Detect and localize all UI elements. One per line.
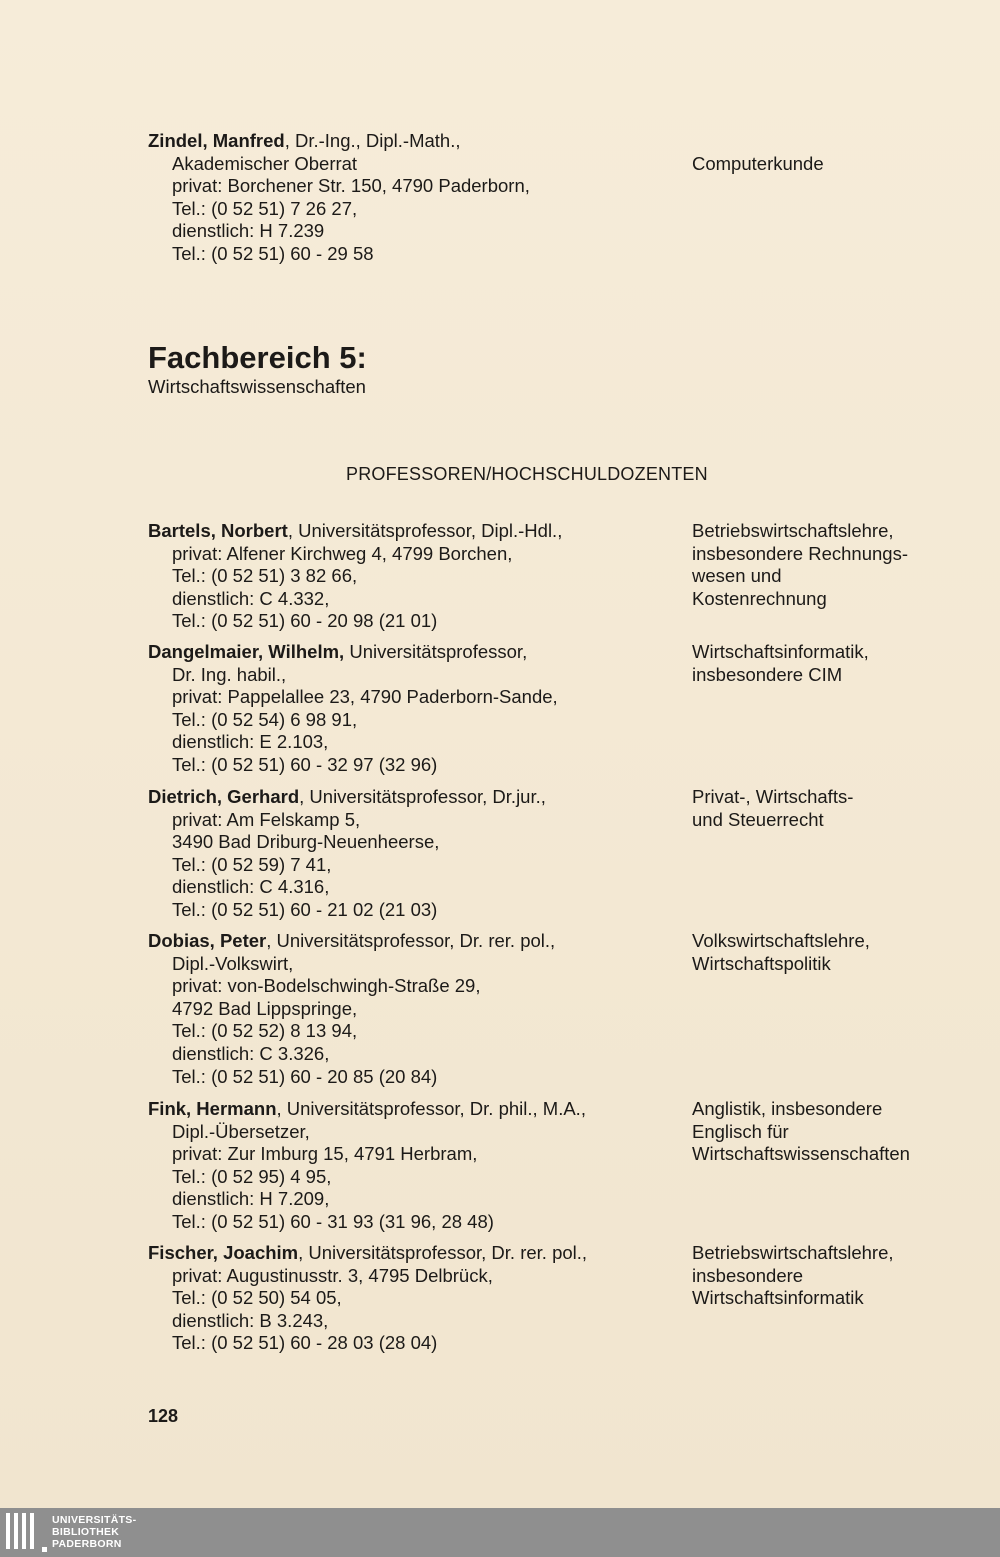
person-title: , Universitätsprofessor, Dr.jur., xyxy=(299,786,546,807)
entry-line: 4792 Bad Lippspringe, xyxy=(172,997,358,1019)
entry-line: privat: Alfener Kirchweg 4, 4799 Borchen, xyxy=(172,542,513,564)
person-title: , Universitätsprofessor, Dr. phil., M.A., xyxy=(276,1098,586,1119)
library-logo-icon xyxy=(6,1513,42,1552)
subject-line: und Steuerrecht xyxy=(692,808,824,830)
subject-line: insbesondere xyxy=(692,1264,804,1286)
entry-line: Tel.: (0 52 51) 60 - 20 98 (21 01) xyxy=(172,610,438,632)
person-title: , Universitätsprofessor, Dr. rer. pol., xyxy=(266,930,556,951)
subject-area xyxy=(692,153,992,176)
entry-details xyxy=(148,930,668,1088)
entry-details xyxy=(148,786,668,922)
entry-line: dienstlich: H 7.209, xyxy=(172,1188,330,1210)
person-title: , Universitätsprofessor, Dipl.-Hdl., xyxy=(287,520,563,541)
entry-details xyxy=(148,1098,668,1234)
entry-line: Tel.: (0 52 51) 7 26 27, xyxy=(172,197,358,219)
entry-line: Tel.: (0 52 51) 60 - 20 85 (20 84) xyxy=(172,1065,438,1087)
subject-area xyxy=(692,786,992,831)
entry-line: Tel.: (0 52 51) 3 82 66, xyxy=(172,565,358,587)
entry-header-line xyxy=(148,641,668,664)
entry-line: Dipl.-Volkswirt, xyxy=(172,952,294,974)
subject-line: Volkswirtschaftslehre, xyxy=(692,930,870,951)
subject-line: Wirtschaftswissenschaften xyxy=(692,1143,910,1165)
person-name: Fink, Hermann xyxy=(148,1098,277,1119)
department-title: Fachbereich 5: xyxy=(148,340,367,375)
subject-line: Kostenrechnung xyxy=(692,587,827,609)
entry-line: dienstlich: C 4.316, xyxy=(172,876,330,898)
library-logo-text xyxy=(52,1514,136,1550)
entry-line: dienstlich: C 3.326, xyxy=(172,1042,330,1064)
entry-details xyxy=(148,520,668,633)
entry-line: Tel.: (0 52 52) 8 13 94, xyxy=(172,1020,358,1042)
entry-line: privat: Pappelallee 23, 4790 Paderborn-Sande, xyxy=(172,686,558,708)
entry-line: privat: Augustinusstr. 3, 4795 Delbrück, xyxy=(172,1264,493,1286)
subject-area xyxy=(692,520,992,610)
person-name: Zindel, Manfred xyxy=(148,130,285,151)
person-name: Dobias, Peter xyxy=(148,930,267,951)
subject-line: Englisch für xyxy=(692,1120,789,1142)
entry-header-line xyxy=(148,930,668,953)
person-name: Fischer, Joachim xyxy=(148,1242,299,1263)
person-title: , Dr.-Ing., Dipl.-Math., xyxy=(284,130,461,151)
department-subtitle: Wirtschaftswissenschaften xyxy=(148,376,366,397)
entry-line: dienstlich: E 2.103, xyxy=(172,731,329,753)
entry-line: Tel.: (0 52 59) 7 41, xyxy=(172,853,332,875)
entry-line: privat: Borchener Str. 150, 4790 Paderborn, xyxy=(172,175,530,197)
entry-line: privat: von-Bodelschwingh-Straße 29, xyxy=(172,975,481,997)
entry-header-line xyxy=(148,1242,668,1265)
subject-line: Wirtschaftsinformatik, xyxy=(692,641,869,662)
subject-area xyxy=(692,1242,992,1310)
logo-line: UNIVERSITÄTS- xyxy=(52,1514,137,1526)
entry-line: Tel.: (0 52 51) 60 - 32 97 (32 96) xyxy=(172,753,438,775)
entry-line: privat: Zur Imburg 15, 4791 Herbram, xyxy=(172,1143,478,1165)
person-title: Universitätsprofessor, xyxy=(344,641,528,662)
subject-line: Wirtschaftsinformatik xyxy=(692,1287,864,1309)
entry-header-line xyxy=(148,130,668,153)
subject-line: wesen und xyxy=(692,565,782,587)
entry-line: Tel.: (0 52 50) 54 05, xyxy=(172,1287,342,1309)
entry-details xyxy=(148,641,668,777)
staff-entry-zindel xyxy=(148,130,988,270)
entry-line: Tel.: (0 52 95) 4 95, xyxy=(172,1165,332,1187)
entry-line: Tel.: (0 52 51) 60 - 31 93 (31 96, 28 48) xyxy=(172,1210,494,1232)
entry-line: Tel.: (0 52 51) 60 - 21 02 (21 03) xyxy=(172,898,438,920)
subject-line: Computerkunde xyxy=(692,153,824,174)
subject-line: Privat-, Wirtschafts- xyxy=(692,786,854,807)
subject-line: Anglistik, insbesondere xyxy=(692,1098,883,1119)
library-footer-bar xyxy=(0,1508,1000,1557)
entry-header-line xyxy=(148,520,668,543)
entry-line: Tel.: (0 52 54) 6 98 91, xyxy=(172,708,358,730)
subject-line: Wirtschaftspolitik xyxy=(692,952,831,974)
person-name: Bartels, Norbert xyxy=(148,520,288,541)
logo-line: PADERBORN xyxy=(52,1538,122,1550)
person-title: , Universitätsprofessor, Dr. rer. pol., xyxy=(298,1242,588,1263)
entry-header-line xyxy=(148,1098,668,1121)
entry-header-line xyxy=(148,786,668,809)
subject-line: Betriebswirtschaftslehre, xyxy=(692,520,894,541)
person-name: Dangelmaier, Wilhelm, xyxy=(148,641,345,662)
entry-line: Dipl.-Übersetzer, xyxy=(172,1120,310,1142)
entry-line: Akademischer Oberrat xyxy=(172,152,358,174)
subject-area xyxy=(692,1098,992,1166)
entry-line: Tel.: (0 52 51) 60 - 28 03 (28 04) xyxy=(172,1332,438,1354)
subject-area xyxy=(692,641,992,686)
subject-line: Betriebswirtschaftslehre, xyxy=(692,1242,894,1263)
entry-line: dienstlich: C 4.332, xyxy=(172,587,330,609)
entry-line: privat: Am Felskamp 5, xyxy=(172,808,361,830)
entry-details xyxy=(148,130,668,266)
entry-line: 3490 Bad Driburg-Neuenheerse, xyxy=(172,831,440,853)
entry-line: Dr. Ing. habil., xyxy=(172,663,287,685)
subject-line: insbesondere Rechnungs- xyxy=(692,542,908,564)
logo-line: BIBLIOTHEK xyxy=(52,1526,120,1538)
entry-line: dienstlich: B 3.243, xyxy=(172,1309,329,1331)
page-number: 128 xyxy=(148,1406,179,1426)
section-heading: PROFESSOREN/HOCHSCHULDOZENTEN xyxy=(346,464,708,484)
entry-line: Tel.: (0 52 51) 60 - 29 58 xyxy=(172,242,374,264)
entry-line: dienstlich: H 7.239 xyxy=(172,220,325,242)
person-name: Dietrich, Gerhard xyxy=(148,786,300,807)
subject-area xyxy=(692,930,992,975)
subject-line: insbesondere CIM xyxy=(692,663,843,685)
entry-details xyxy=(148,1242,668,1355)
